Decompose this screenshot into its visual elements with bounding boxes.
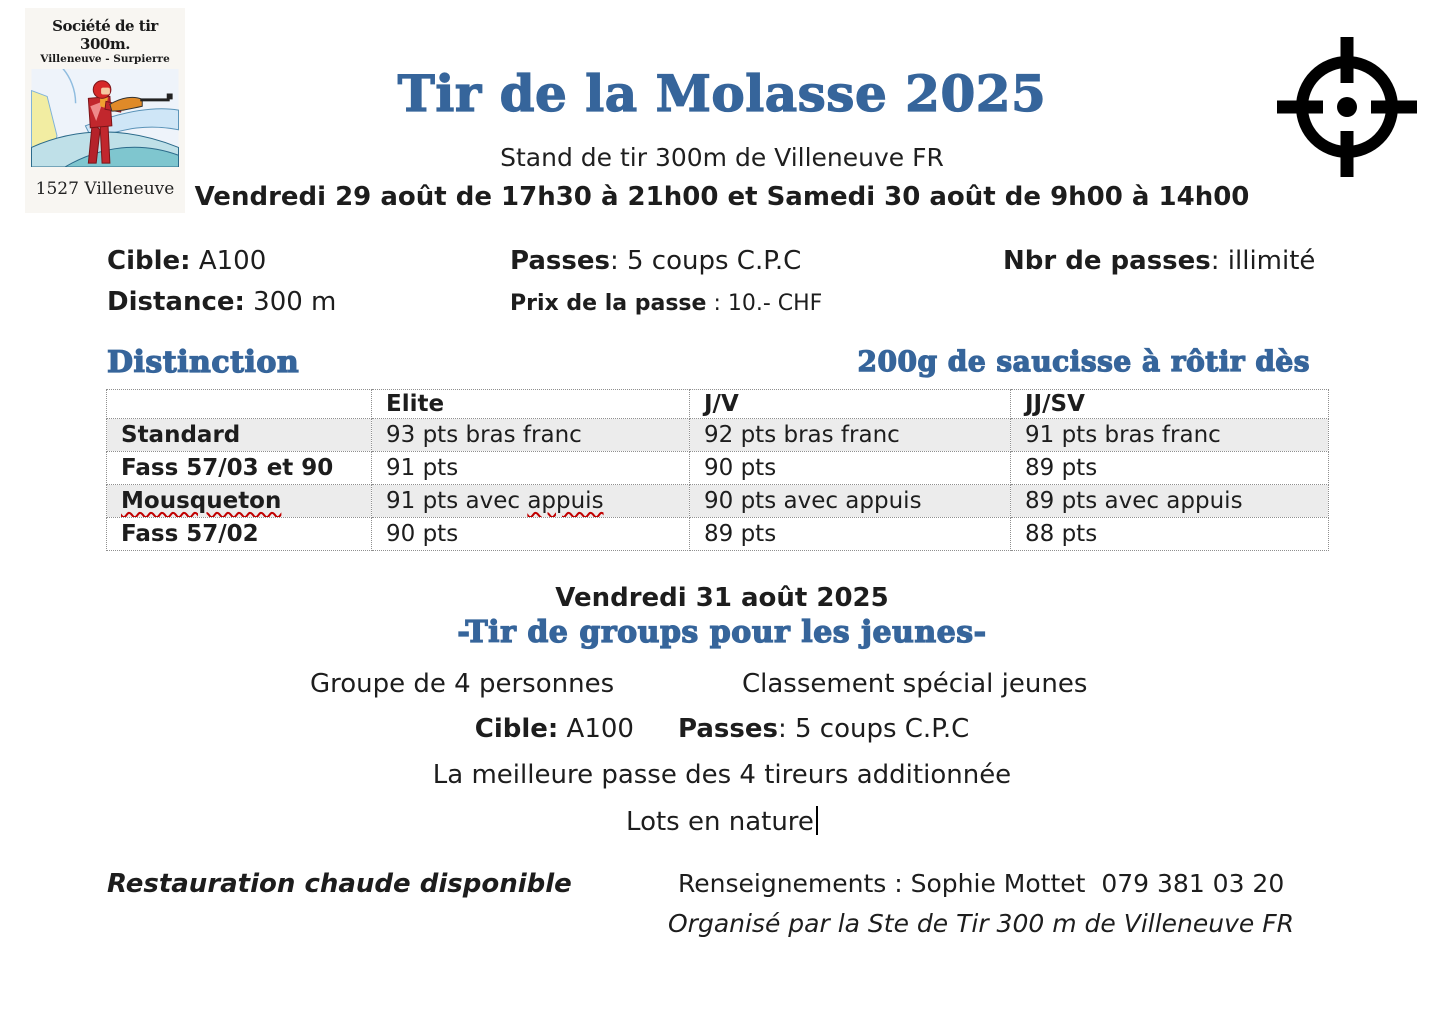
youth-rule-line: La meilleure passe des 4 tireurs additionnée <box>432 760 1012 790</box>
club-zip-city: 1527 Villeneuve <box>35 179 175 199</box>
distance-line <box>107 287 336 317</box>
organizer-note: Organisé par la Ste de Tir 300 m de Villeneuve FR <box>668 909 1294 938</box>
table-row <box>107 485 1329 518</box>
distance-value: 300 m <box>244 287 337 317</box>
nbr-passes-label: Nbr de passes <box>1003 246 1211 276</box>
cell-text: 91 pts avec <box>386 487 528 514</box>
cell: 89 pts <box>690 518 1011 551</box>
event-dates: Vendredi 29 août de 17h30 à 21h00 et Samedi 30 août de 9h00 à 14h00 <box>194 182 1250 212</box>
venue-subtitle: Stand de tir 300m de Villeneuve FR <box>500 143 944 172</box>
youth-group: Groupe de 4 personnes <box>310 669 615 699</box>
cible-line <box>107 246 266 276</box>
youth-heading: -Tir de groups pour les jeunes- <box>457 615 987 650</box>
nbr-passes-value: : illimité <box>1210 246 1316 276</box>
lots-text: Lots en nature <box>626 807 814 837</box>
cell: 88 pts <box>1011 518 1329 551</box>
distinction-table <box>106 389 1329 551</box>
header-jjsv: JJ/SV <box>1011 390 1329 419</box>
club-name: Société de tir 300m. <box>52 17 158 53</box>
prix-label: Prix de la passe <box>510 291 707 316</box>
misspelled-word: appuis <box>527 487 604 514</box>
youth-lots-line[interactable] <box>0 806 1444 837</box>
text-cursor <box>816 806 818 835</box>
cell: 90 pts <box>372 518 690 551</box>
youth-date: Vendredi 31 août 2025 <box>555 583 889 613</box>
prix-line <box>510 291 822 316</box>
youth-cible-value: A100 <box>558 714 634 744</box>
header-empty <box>107 390 372 419</box>
contact-info: Renseignements : Sophie Mottet 079 381 03 20 <box>678 869 1285 898</box>
prix-value: : 10.- CHF <box>706 291 823 316</box>
youth-cible-passes-line <box>0 714 1444 744</box>
header-jv: J/V <box>690 390 1011 419</box>
passes-line <box>510 246 801 276</box>
passes-value: : 5 coups C.P.C <box>609 246 802 276</box>
passes-label: Passes <box>510 246 610 276</box>
cell: 91 pts bras franc <box>1011 419 1329 452</box>
row-label: Fass 57/02 <box>107 518 372 551</box>
table-row <box>107 452 1329 485</box>
misspelled-word: Mousqueton <box>121 487 282 514</box>
cell: 89 pts avec appuis <box>1011 485 1329 518</box>
row-label: Fass 57/03 et 90 <box>107 452 372 485</box>
cell: 91 pts <box>372 452 690 485</box>
row-label: Standard <box>107 419 372 452</box>
youth-classement: Classement spécial jeunes <box>742 669 1088 699</box>
prize-heading: 200g de saucisse à rôtir dès <box>857 345 1310 378</box>
cell: 92 pts bras franc <box>690 419 1011 452</box>
distance-label: Distance: <box>107 287 245 317</box>
youth-cible-label: Cible: <box>474 714 559 744</box>
distinction-heading: Distinction <box>107 345 300 380</box>
restauration-note: Restauration chaude disponible <box>107 869 572 899</box>
youth-passes-value: : 5 coups C.P.C <box>777 714 970 744</box>
youth-passes-label: Passes <box>677 714 778 744</box>
row-label <box>107 485 372 518</box>
cell: 89 pts <box>1011 452 1329 485</box>
page-title: Tir de la Molasse 2025 <box>397 64 1047 123</box>
table-row <box>107 518 1329 551</box>
cible-value: A100 <box>190 246 267 276</box>
cell <box>372 485 690 518</box>
nbr-passes-line <box>1003 246 1315 276</box>
club-location: Villeneuve - Surpierre <box>40 53 170 65</box>
cell: 90 pts <box>690 452 1011 485</box>
table-header-row <box>107 390 1329 419</box>
cell: 93 pts bras franc <box>372 419 690 452</box>
cible-label: Cible: <box>107 246 191 276</box>
cell: 90 pts avec appuis <box>690 485 1011 518</box>
header-elite: Elite <box>372 390 690 419</box>
table-row <box>107 419 1329 452</box>
